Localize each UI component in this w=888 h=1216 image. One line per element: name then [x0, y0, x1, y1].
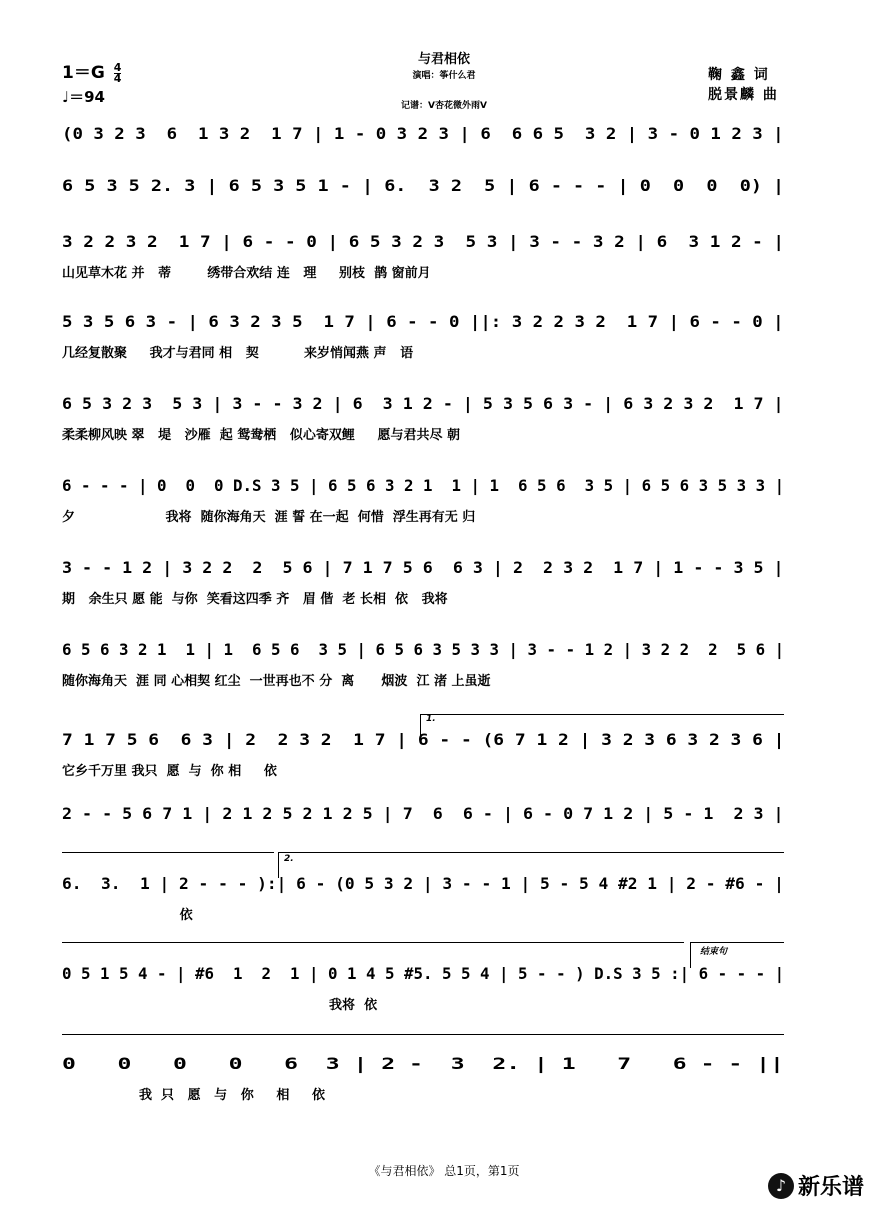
lyric-line: 它乡千万里 我只 愿 与 你 相 依 — [62, 764, 277, 779]
score-row-10 — [62, 798, 784, 858]
score-row-3 — [62, 226, 784, 286]
volta-bracket-1 — [420, 714, 784, 715]
lyric-line: 随你海角天 涯 同 心相契 红尘 一世再也不 分 离 烟波 江 渚 上虽逝 — [62, 674, 491, 689]
lyric-line: 期 余生只 愿 能 与你 笑看这四季 齐 眉 偕 老 长相 依 我将 — [62, 592, 448, 607]
time-numerator: 4 — [113, 60, 122, 74]
lyric-line: 夕 我将 随你海角天 涯 誓 在一起 何惜 浮生再有无 归 — [62, 510, 476, 525]
score-row-4 — [62, 306, 784, 366]
notation-line: 2 - - 5 6 7 1 | 2 1 2 5 2 1 2 5 | 7 6 6 - | 6 - 0 7 1 2 | 5 - 1 2 3 | — [62, 804, 784, 823]
score-row-5 — [62, 388, 784, 448]
lyric-line: 依 — [62, 908, 193, 923]
score-row-12 — [62, 958, 784, 1018]
score-row-8 — [62, 634, 784, 694]
score-row-11 — [62, 868, 784, 928]
tempo-marking: ♩＝94 — [62, 88, 105, 106]
time-denominator: 4 — [113, 71, 122, 85]
logo-text: 新乐谱 — [798, 1175, 865, 1200]
notation-line: 0 5 1 5 4 - | #6 1 2 1 | 0 1 4 5 #5. 5 5 4 | 5 - - ) D.S 3 5 :| 6 - - - | — [62, 964, 785, 983]
volta-label-second: 2. — [284, 854, 294, 864]
composer-credit: 脱景麟 曲 — [708, 87, 779, 103]
lyric-line: 柔柔柳风映 翠 堤 沙雁 起 鸳鸯栖 似心寄双鲤 愿与君共尽 朝 — [62, 428, 460, 443]
notation-line: (0 3 2 3 6 1 3 2 1 7 | 1 - 0 3 2 3 | 6 6 6 5 3 2 | 3 - 0 1 2 3 | — [62, 124, 784, 143]
time-signature — [113, 60, 122, 85]
volta-bracket-1-cont — [62, 852, 274, 853]
notation-line: 5 3 5 6 3 - | 6 3 2 3 5 1 7 | 6 - - 0 ||: 3 2 2 3 2 1 7 | 6 - - 0 | — [62, 312, 784, 331]
notation-line: 6. 3. 1 | 2 - - - ):| 6 - (0 5 3 2 | 3 - - 1 | 5 - 5 4 #2 1 | 2 - #6 - | — [62, 874, 784, 893]
key-signature — [62, 58, 121, 84]
lyric-line: 几经复散聚 我才与君同 相 契 来岁悄闻燕 声 语 — [62, 346, 414, 361]
lyric-line: 山见草木花 并 蒂 绣带合欢结 连 理 别枝 鹊 窗前月 — [62, 266, 431, 281]
notation-line: 6 5 3 5 2. 3 | 6 5 3 5 1 - | 6. 3 2 5 | 6 - - - | 0 0 0 0) | — [62, 176, 785, 195]
ending-bracket — [690, 942, 784, 943]
song-title: 与君相依 — [417, 52, 470, 67]
score-row-7 — [62, 552, 784, 612]
score-row-9 — [62, 724, 784, 784]
notation-line: 6 - - - | 0 0 0 D.S 3 5 | 6 5 6 3 2 1 1 | 1 6 5 6 3 5 | 6 5 6 3 5 3 3 | — [62, 476, 785, 495]
score-row-1 — [62, 118, 784, 178]
lyric-line: 我将 依 — [62, 998, 378, 1013]
notation-line: 6 5 3 2 3 5 3 | 3 - - 3 2 | 6 3 1 2 - | 5 3 5 6 3 - | 6 3 2 3 2 1 7 | — [62, 394, 784, 413]
site-logo[interactable] — [768, 1170, 864, 1201]
ending-label: 结束句 — [700, 947, 728, 957]
notation-line: 6 5 6 3 2 1 1 | 1 6 5 6 3 5 | 6 5 6 3 5 3 3 | 3 - - 1 2 | 3 2 2 2 5 6 | — [62, 640, 785, 659]
notation-line: 0 0 0 0 6 3 | 2 - 3 2. | 1 7 6 - - || — [62, 1054, 784, 1073]
lyric-line: 我 只 愿 与 你 相 依 — [62, 1088, 325, 1103]
score-row-2 — [62, 170, 784, 230]
page-footer: 《与君相依》 总1页，第1页 — [368, 1164, 520, 1178]
ending-bracket-cont — [62, 1034, 784, 1035]
score-row-6 — [62, 470, 784, 530]
key-text: 1＝G — [62, 63, 105, 83]
notation-line: 7 1 7 5 6 6 3 | 2 2 3 2 1 7 | 6 - - (6 7 1 2 | 3 2 3 6 3 2 3 6 | — [62, 730, 785, 749]
singer-credit: 演唱：筝什么君 — [412, 71, 476, 81]
transcriber-credit: 记谱：V杏花微外雨V — [401, 101, 487, 111]
music-note-icon: ♪ — [768, 1173, 794, 1199]
notation-line: 3 2 2 3 2 1 7 | 6 - - 0 | 6 5 3 2 3 5 3 | 3 - - 3 2 | 6 3 1 2 - | — [62, 232, 785, 251]
volta-label-first: 1. — [426, 714, 436, 724]
lyricist-credit: 鞠 鑫 词 — [708, 67, 770, 83]
volta-bracket-2-cont — [62, 942, 684, 943]
volta-bracket-2 — [278, 852, 784, 853]
notation-line: 3 - - 1 2 | 3 2 2 2 5 6 | 7 1 7 5 6 6 3 | 2 2 3 2 1 7 | 1 - - 3 5 | — [62, 558, 784, 577]
score-row-13 — [62, 1048, 784, 1108]
